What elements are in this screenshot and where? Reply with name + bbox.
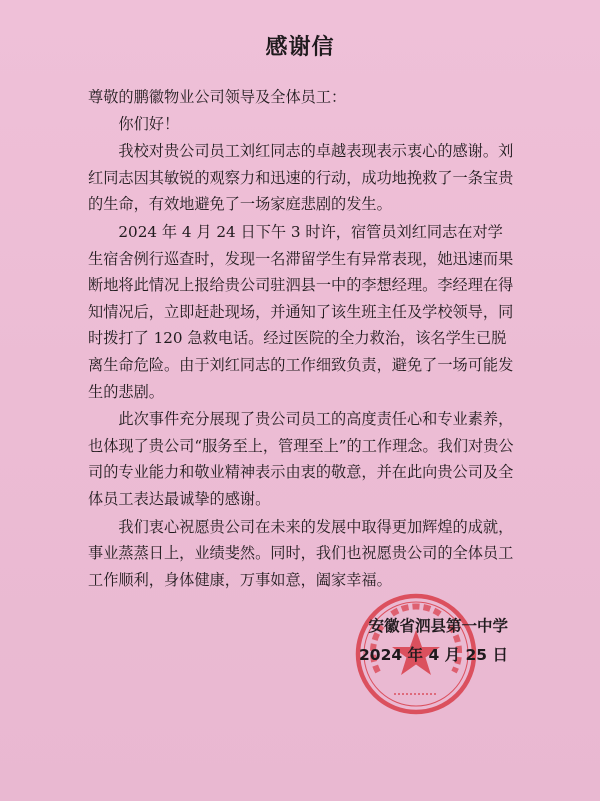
signature-block [359,612,508,670]
paragraph-thanks: 我校对贵公司员工刘红同志的卓越表现表示衷心的感谢。刘红同志因其敏锐的观察力和迅速的行动，成功地挽救了一条宝贵的生命，有效地避免了一场家庭悲剧的发生。 [88,142,514,214]
signature-date: 2024 年 4 月 25 日 [359,646,508,664]
paragraph-appreciation: 此次事件充分展现了贵公司员工的高度责任心和专业素养，也体现了贵公司“服务至上，管理至上”的工作理念。我们对贵公司的专业能力和敬业精神表示由衷的敬意，并在此向贵公司及全体员工表达最诚挚的感谢。 [88,410,514,508]
letter-title: 感谢信 [265,35,335,60]
greeting: 你们好！ [118,114,180,133]
salutation: 尊敬的鹏徽物业公司领导及全体员工： [88,88,347,106]
signature-organization: 安徽省泗县第一中学 [368,617,508,635]
paragraph-incident: 2024 年 4 月 24 日下午 3 时许，宿管员刘红同志在对学生宿舍例行巡查时，发现一名滞留学生有异常表现，她迅速而果断地将此情况上报给贵公司驻泗县一中的李想经理。李经理在得知情况后，立即赶赴现场，并通知了该生班主任及学校领导，同时拨打了 120 急救电话。经过医院的全力救治，该名学生已脱离生命危险。由于刘红同志的工作细致负责，避免了一场可能发生的悲剧。 [88,222,514,401]
letter-body [88,84,516,593]
paragraph-wishes: 我们衷心祝愿贵公司在未来的发展中取得更加辉煌的成就，事业蒸蒸日上，业绩斐然。同时，我们也祝愿贵公司的全体员工工作顺利，身体健康，万事如意，阖家幸福。 [88,517,514,589]
